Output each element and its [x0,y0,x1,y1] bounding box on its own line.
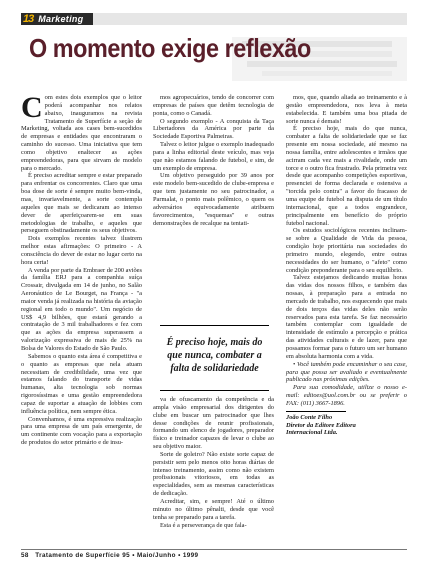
section-badge [21,13,93,25]
paragraph: Sabemos o quanto esta área é competitiva e o quanto as empresas que nela atuam necessitam de credibilidade, uma vez que estamos falando do transporte de vidas humanas, alta tecnologia sob normas rigorosíssimas e uma gestão empreendedora capaz de suportar a atuação de lobbies com influência política, nem sempre ética. [21,352,142,415]
paragraph: É preciso acreditar sempre e estar preparado para enfrentar os concorrentes. Claro que uma boa dose de sorte é sempre muito bem-vinda, mas, invariavelmente, a sorte contempla aqueles que mais se dedicaram ao intenso dever de aperfeiçoarem-se em suas metodologias de trabalho, e aqueles que perseguem obstinadamente os seus objetivos. [21,172,142,235]
paragraph: Esta é a perseverança de que fala- [160,521,247,529]
author-company: Internacional Ltda. [286,429,338,437]
paragraph: A venda por parte da Embraer de 200 aviões da família ERJ para a companhia suíça Crossair, divulgada em 14 de junho, no Salão Aeronáutico de Le Bourget, na França - "a maior venda já realizada na história da aviação regional em todo o mundo". Um negócio de US$ 4,9 bilhões, que estará gerando a contratação de 3 mil trabalhadores e fez com que as ações da empresa superassem a valorização expressiva de mais de 25% na Bolsa de Valores do Estado de São Paulo. [21,266,142,352]
title-banner [21,29,407,87]
section-number: 13 [23,13,34,25]
bullet-icon: • [293,360,296,368]
page-footer: 58 Tratamento de Superfície 95 • Maio/Junho • 1999 [21,552,199,559]
paragraph: Sorte de goleiro? Não existe sorte capaz de persistir sem pelo menos oito horas diárias de intenso treinamento, assim como não existem profissionais vitoriosos, em todas as especialidades, sem as mesmas características de dedicação. [153,450,274,498]
column-3 [286,94,407,437]
author-role: Diretor da Editore Editora [286,421,356,429]
paragraph: Talvez estejamos dedicando muitas horas das vidas dos nossos filhos, e também das nossas, à preparação para a entrada no mercado de trabalho, nos esquecendo que mais de dois terços das vidas deles não serão reservados para esta tarefa. Se faz necessário também contemplar com igualdade de intensidade de estímulo a percepção e prática das atividades culturais e de lazer, para que possamos formar para o futuro um ser humano em absoluta harmonia com a vida. [286,274,407,360]
paragraph: Um objetivo perseguido por 39 anos por este modelo bem-sucedido de clube-empresa e que tem justamente no seu patrocinador, a Parmalat, o ponto mais polêmico, o quem os adversários equivocadamente atribuem favorecimentos, "esquemas" e outras demonstrações de recalque na tentati- [153,172,274,227]
paragraph [21,91,142,172]
paragraph: mos, que, quando aliada ao treinamento e à gestão empreendedora, nos leva à meta estabelecida. E também uma boa pitada de sorte nunca é demais! [286,94,407,125]
article-title: O momento exige reflexão [29,33,311,63]
author-name: João Conte Filho [286,413,333,421]
column-1 [21,91,142,447]
paragraph: Convenhamos, é uma expressiva realização para uma empresa de um país emergente, de um continente com vocação para a exportação de produtos do setor primário e de insu- [21,415,142,447]
footer-rule [21,549,407,550]
paragraph: Dois exemplos recentes talvez ilustrem melhor estas afirmações: O primeiro - A consciência do dever de estar no lugar certo na hora certa! [21,235,142,266]
paragraph: mos agropecuários, tendo de concorrer com empresas de países que detêm tecnologia de ponta, como o Canadá. [153,94,274,117]
paragraph: Acreditar, sim, e sempre! Até o último minuto no último pênalti, desde que você tenha se preparado para a tarefa. [153,497,274,521]
paragraph-text: om estes dois exemplos que o leitor poderá acompanhar nos relatos abaixo, inauguramos na revista Tratamento de Superfície a seção de Marketing, voltada aos cases bem-sucedidos de empresas e entidades que encontraram o caminho do sucesso. Uma iniciativa que tem como objetivo enaltecer as ações empreendedoras, para que sirvam de modelo para o mercado. [21,94,142,172]
header-rule [93,13,407,25]
paragraph: Talvez o leitor julgue o exemplo inadequado para a linha editorial deste veículo, mas veja que não estamos falando de futebol, e sim, de um exemplo de empresa. [153,141,274,172]
column-2-top [153,94,274,227]
pull-quote: É preciso hoje, mais do que nunca, combater a falta de solidariedade [160,325,269,391]
column-2-bottom [153,396,274,529]
section-label: Marketing [38,14,84,24]
drop-cap: C [21,91,43,124]
contact-note: Para sua comodidade, utilize o nosso e-mail: editoes@uol.com.br ou se preferir o FAX: (011) 3667-1896. [286,384,407,407]
paragraph: O segundo exemplo - A conquista da Taça Libertadores da América por parte da Sociedade Esportiva Palmeiras. [153,117,274,141]
submission-note [286,361,407,385]
author-divider [286,411,346,412]
paragraph: Os estudos sociológicos recentes inclinam-se sobre a Qualidade de Vida da pessoa, condição hoje prioritária nas sociedades do primeiro mundo, elegendo, entre outras necessidades do ser humano, o "afeto" como condição preponderante para o seu equilíbrio. [286,227,407,274]
paragraph: É preciso hoje, mais do que nunca, combater a falta de solidariedade que se faz presente em nossa sociedade, até mesmo na nossa família, entre adolescentes e irmãos que acirram cada vez mais a rivalidade, onde um torce e o outro fica frustrado. Pela primeira vez desde que acompanho competições esportivas, presenciei de forma declarada e ostensiva a "torcida pelo contra" a favor do fracasso de uma equipe de futebol na disputa de um título internacional, que a todos engrandece, principalmente em benefício do próprio futebol nacional. [286,125,407,227]
paragraph: va de ofuscamento da competência e da ampla visão empresarial dos dirigentes do clube em buscar um patrocinador que lhes desse condições de reunir profissionais, formando um elenco de jogadores, preparador físico e treinador capazes de levar o clube ao seu objetivo maior. [153,396,274,451]
note-text: Você também pode encaminhar o seu case, para que possa ser avaliado e eventualmente publicado nas próximas edições. [286,360,408,384]
